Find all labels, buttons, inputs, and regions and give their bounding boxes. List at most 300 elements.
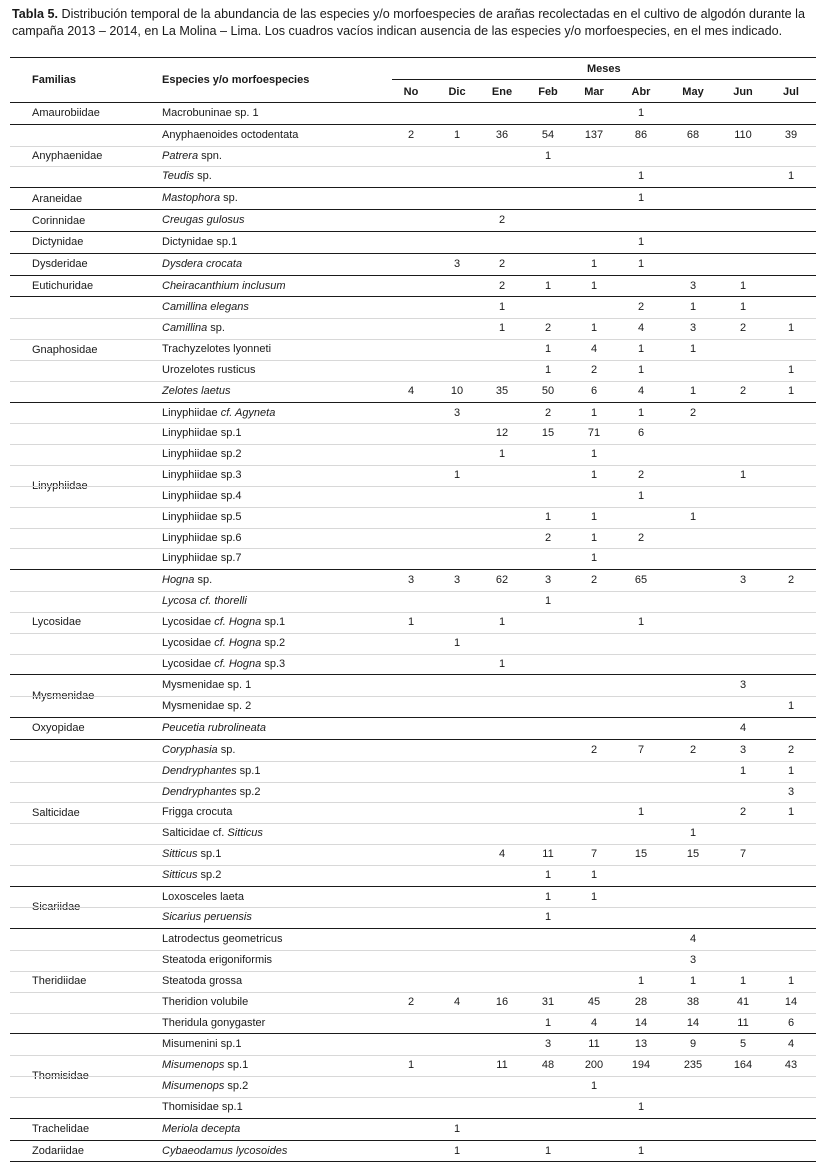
- abundance-cell: 7: [590, 847, 598, 860]
- abundance-cell: 2: [544, 406, 552, 419]
- table-row: [10, 146, 816, 167]
- species-name-part: sp.2: [224, 1080, 249, 1093]
- abundance-cell: 1: [544, 149, 552, 162]
- species-name-part: Camillina: [162, 322, 208, 335]
- abundance-cell: 1: [407, 615, 415, 628]
- table-caption: [12, 6, 818, 39]
- species-name-part: sp.2: [236, 785, 261, 798]
- abundance-cell: 1: [590, 868, 598, 881]
- abundance-cell: 1: [544, 1144, 552, 1157]
- table-row: [10, 992, 816, 1013]
- abundance-cell: 4: [787, 1038, 795, 1051]
- species-name: [162, 403, 275, 424]
- table-row: [10, 1119, 816, 1140]
- abundance-cell: 1: [544, 890, 552, 903]
- table-row: [10, 740, 816, 761]
- abundance-cell: 2: [689, 406, 697, 419]
- table-row: [10, 929, 816, 950]
- abundance-cell: 1: [544, 363, 552, 376]
- table-row: [10, 1097, 816, 1118]
- family-group: [10, 254, 816, 276]
- abundance-cell: 1: [739, 469, 747, 482]
- species-name-part: Cybaeodamus lycosoides: [162, 1144, 288, 1157]
- table-row: [10, 887, 816, 908]
- species-name: [162, 675, 251, 696]
- abundance-cell: 1: [544, 911, 552, 924]
- species-name: [162, 232, 237, 253]
- abundance-cell: 39: [784, 128, 798, 141]
- abundance-cell: 1: [544, 1016, 552, 1029]
- meses-rule: [392, 79, 816, 80]
- table-row: [10, 761, 816, 782]
- species-name: [162, 1097, 243, 1118]
- abundance-cell: 11: [737, 1016, 749, 1029]
- abundance-cell: 4: [498, 847, 506, 860]
- abundance-cell: 4: [739, 722, 747, 735]
- abundance-cell: 2: [407, 995, 415, 1008]
- abundance-cell: 235: [683, 1059, 703, 1072]
- table-row: [10, 844, 816, 865]
- species-name-part: sp.: [220, 192, 238, 205]
- abundance-cell: 35: [495, 384, 509, 397]
- abundance-cell: 1: [689, 974, 697, 987]
- abundance-cell: 3: [689, 279, 697, 292]
- table-row: [10, 381, 816, 402]
- family-group: [10, 403, 816, 571]
- species-name-part: Cheiracanthium inclusum: [162, 279, 286, 292]
- abundance-cell: 6: [637, 427, 645, 440]
- abundance-cell: 1: [544, 868, 552, 881]
- abundance-cell: 1: [787, 700, 795, 713]
- abundance-cell: 2: [739, 384, 747, 397]
- species-name: [162, 1055, 248, 1076]
- species-name-part: Dysdera crocata: [162, 257, 243, 270]
- table-row: [10, 802, 816, 823]
- abundance-cell: 1: [407, 1059, 415, 1072]
- family-group: [10, 1119, 816, 1141]
- abundance-cell: 6: [590, 384, 598, 397]
- family-name: Thomisidae: [32, 1070, 89, 1083]
- month-header: Ene: [491, 86, 513, 98]
- abundance-cell: 3: [453, 406, 461, 419]
- species-name-part: Sitticus: [227, 827, 263, 840]
- species-name: [162, 1119, 240, 1140]
- species-name: [162, 465, 242, 486]
- abundance-cell: 1: [637, 1100, 645, 1113]
- header-familias: Familias: [32, 74, 77, 86]
- table-row: [10, 1013, 816, 1034]
- table-row: [10, 528, 816, 549]
- table-row: [10, 125, 816, 146]
- species-name-part: Anyphaenoides octodentata: [162, 128, 299, 141]
- species-name-part: sp.3: [261, 657, 286, 670]
- table-row: [10, 276, 816, 297]
- species-name: [162, 276, 286, 297]
- abundance-cell: 3: [739, 743, 747, 756]
- abundance-cell: 4: [453, 995, 461, 1008]
- species-name: [162, 761, 260, 782]
- month-header: No: [403, 86, 419, 98]
- abundance-cell: 110: [734, 128, 752, 141]
- abundance-cell: 1: [689, 343, 697, 356]
- family-name: Gnaphosidae: [32, 343, 98, 356]
- abundance-cell: 1: [637, 974, 645, 987]
- month-header: May: [682, 86, 704, 98]
- abundance-cell: 2: [407, 128, 415, 141]
- species-name: [162, 360, 256, 381]
- species-name: [162, 297, 249, 318]
- abundance-cell: 1: [590, 257, 598, 270]
- abundance-cell: 164: [733, 1059, 753, 1072]
- family-name: Corinnidae: [32, 214, 86, 227]
- species-name: [162, 718, 266, 739]
- species-name: [162, 887, 244, 908]
- table-row: [10, 782, 816, 803]
- caption-label: Tabla 5.: [12, 7, 58, 21]
- species-name-part: Linyphiidae sp.4: [162, 489, 242, 502]
- abundance-cell: 45: [587, 995, 601, 1008]
- species-name-part: Trachyzelotes lyonneti: [162, 343, 272, 356]
- abundance-cell: 1: [637, 257, 645, 270]
- species-name-part: sp.2: [261, 636, 286, 649]
- abundance-cell: 2: [787, 574, 795, 587]
- family-name: Eutichuridae: [32, 280, 94, 293]
- table-row: [10, 675, 816, 696]
- family-group: [10, 1034, 816, 1118]
- table-row: [10, 1034, 816, 1055]
- species-name-part: Theridion volubile: [162, 995, 249, 1008]
- species-name: [162, 486, 242, 507]
- abundance-cell: 1: [590, 510, 598, 523]
- abundance-cell: 2: [637, 469, 645, 482]
- abundance-cell: 1: [787, 806, 795, 819]
- abundance-cell: 3: [544, 1038, 552, 1051]
- abundance-cell: 11: [542, 847, 554, 860]
- family-group: [10, 103, 816, 125]
- month-header: Dic: [448, 86, 466, 98]
- species-name-part: Linyphiidae sp.1: [162, 427, 242, 440]
- species-name-part: Salticidae cf.: [162, 827, 228, 840]
- abundance-cell: 11: [496, 1059, 508, 1072]
- abundance-cell: 1: [689, 510, 697, 523]
- species-name: [162, 1141, 287, 1162]
- table-row: [10, 188, 816, 209]
- abundance-cell: 14: [686, 1016, 700, 1029]
- table-row: [10, 403, 816, 424]
- species-name-part: Linyphiidae sp.7: [162, 552, 242, 565]
- species-name: [162, 1076, 248, 1097]
- table-row: [10, 465, 816, 486]
- family-name: Araneidae: [32, 192, 83, 205]
- abundance-cell: 3: [739, 679, 747, 692]
- table-row: [10, 318, 816, 339]
- species-name-part: Frigga crocuta: [162, 806, 233, 819]
- table-row: [10, 444, 816, 465]
- abundance-cell: 16: [495, 995, 509, 1008]
- species-name-part: cf. Agyneta: [220, 406, 276, 419]
- family-group: [10, 718, 816, 740]
- species-name-part: Mysmenidae sp. 1: [162, 679, 252, 692]
- species-name: [162, 654, 285, 675]
- table-row: [10, 718, 816, 739]
- species-name-part: Theridula gonygaster: [162, 1016, 266, 1029]
- species-name-part: Camillina elegans: [162, 301, 249, 314]
- species-name-part: Lycosidae: [162, 636, 215, 649]
- abundance-cell: 7: [637, 743, 645, 756]
- species-name-part: sp.: [207, 322, 225, 335]
- family-group: [10, 570, 816, 675]
- abundance-cell: 2: [739, 806, 747, 819]
- table-row: [10, 1076, 816, 1097]
- species-name-part: sp.1: [261, 615, 286, 628]
- month-header: Jul: [783, 86, 799, 98]
- species-name-part: Linyphiidae sp.6: [162, 531, 242, 544]
- species-name: [162, 339, 271, 360]
- abundance-cell: 1: [787, 363, 795, 376]
- family-name: Dysderidae: [32, 258, 88, 271]
- abundance-cell: 1: [739, 279, 747, 292]
- abundance-cell: 1: [498, 322, 506, 335]
- table-row: [10, 633, 816, 654]
- species-name-part: Zelotes laetus: [162, 384, 231, 397]
- species-name: [162, 1034, 241, 1055]
- species-name-part: Sitticus: [162, 847, 198, 860]
- species-name-part: Dendryphantes: [162, 785, 237, 798]
- abundance-cell: 1: [544, 343, 552, 356]
- table-row: [10, 297, 816, 318]
- abundance-cell: 11: [588, 1038, 600, 1051]
- species-name: [162, 318, 225, 339]
- abundance-cell: 1: [637, 235, 645, 248]
- abundance-cell: 1: [590, 322, 598, 335]
- abundance-cell: 1: [453, 1144, 461, 1157]
- species-name-part: Mastophora: [162, 192, 221, 205]
- species-name-part: Sitticus: [162, 868, 198, 881]
- species-name-part: Peucetia rubrolineata: [162, 722, 266, 735]
- abundance-cell: 2: [590, 574, 598, 587]
- header-especies: Especies y/o morfoespecies: [162, 74, 310, 86]
- abundance-cell: 194: [631, 1059, 651, 1072]
- species-name: [162, 381, 230, 402]
- family-group: [10, 929, 816, 1034]
- abundance-cell: 1: [637, 170, 645, 183]
- abundance-cell: 3: [544, 574, 552, 587]
- abundance-cell: 2: [689, 743, 697, 756]
- abundance-cell: 1: [453, 636, 461, 649]
- species-name: [162, 591, 247, 612]
- family-name: Oxyopidae: [32, 722, 85, 735]
- abundance-cell: 4: [637, 384, 645, 397]
- abundance-cell: 12: [495, 427, 509, 440]
- species-name-part: Misumenops: [162, 1059, 225, 1072]
- abundance-cell: 65: [634, 574, 648, 587]
- species-name-part: Coryphasia: [162, 743, 218, 756]
- caption-text: Distribución temporal de la abundancia de las especies y/o morfoespecies de arañas recolectadas en el cultivo de algodón durante la campaña 2013 – 2014, en La Molina – Lima. Los cuadros vacíos indican ausencia de las especies y/o morfoespecies, en el mes indicado.: [12, 7, 805, 38]
- abundance-cell: 1: [637, 107, 645, 119]
- species-name: [162, 907, 252, 928]
- table-row: [10, 103, 816, 124]
- species-name-part: Latrodectus geometricus: [162, 933, 283, 946]
- abundance-cell: 1: [787, 322, 795, 335]
- table-row: [10, 570, 816, 591]
- abundance-cell: 2: [544, 531, 552, 544]
- abundance-cell: 3: [739, 574, 747, 587]
- top-rule: [10, 57, 816, 58]
- species-name-part: Steatoda erigoniformis: [162, 954, 273, 967]
- abundance-cell: 2: [498, 279, 506, 292]
- abundance-cell: 71: [587, 427, 601, 440]
- species-name: [162, 146, 222, 167]
- species-name-part: sp.1: [224, 1059, 249, 1072]
- family-group: [10, 276, 816, 298]
- abundance-cell: 1: [637, 806, 645, 819]
- species-name-part: cf. Hogna: [214, 636, 262, 649]
- abundance-cell: 2: [590, 363, 598, 376]
- table-body: [10, 103, 816, 1162]
- abundance-cell: 2: [739, 322, 747, 335]
- abundance-cell: 1: [739, 301, 747, 314]
- species-name: [162, 423, 242, 444]
- species-name-part: sp.1: [236, 764, 261, 777]
- table-row: [10, 166, 816, 187]
- table-row: [10, 1055, 816, 1076]
- species-name-part: cf. Hogna: [214, 615, 262, 628]
- species-name: [162, 844, 221, 865]
- species-name-part: Hogna: [162, 574, 195, 587]
- abundance-cell: 1: [787, 764, 795, 777]
- species-name: [162, 696, 251, 717]
- abundance-cell: 1: [544, 595, 552, 608]
- abundance-cell: 137: [584, 128, 604, 141]
- abundance-cell: 1: [498, 615, 506, 628]
- table-row: [10, 950, 816, 971]
- abundance-cell: 38: [686, 995, 700, 1008]
- abundance-cell: 1: [689, 301, 697, 314]
- abundance-cell: 1: [590, 469, 598, 482]
- abundance-cell: 2: [590, 743, 598, 756]
- abundance-cell: 1: [689, 827, 697, 840]
- abundance-cell: 28: [634, 995, 648, 1008]
- species-name: [162, 548, 242, 569]
- species-name: [162, 782, 260, 803]
- family-name: Lycosidae: [32, 616, 82, 629]
- species-name: [162, 633, 285, 654]
- species-name-part: Macrobuninae sp. 1: [162, 107, 259, 119]
- month-header: Jun: [733, 86, 753, 98]
- species-name-part: Loxosceles laeta: [162, 890, 244, 903]
- family-group: [10, 887, 816, 930]
- abundance-cell: 1: [637, 192, 645, 205]
- family-group: [10, 188, 816, 210]
- family-group: [10, 675, 816, 718]
- table-row: [10, 254, 816, 275]
- species-name: [162, 166, 212, 187]
- species-name-part: Steatoda grossa: [162, 974, 243, 987]
- abundance-cell: 1: [453, 469, 461, 482]
- family-group: [10, 210, 816, 232]
- abundance-cell: 1: [544, 279, 552, 292]
- species-name-part: Misumenini sp.1: [162, 1038, 242, 1051]
- family-name: Sicariidae: [32, 901, 81, 914]
- species-name-part: Linyphiidae sp.5: [162, 510, 242, 523]
- species-name: [162, 612, 285, 633]
- abundance-cell: 4: [407, 384, 415, 397]
- species-name-part: Lycosa cf. thorelli: [162, 595, 247, 608]
- species-name-part: sp.1: [197, 847, 222, 860]
- species-name: [162, 1013, 265, 1034]
- table-row: [10, 654, 816, 675]
- abundance-cell: 4: [590, 1016, 598, 1029]
- species-name-part: sp.: [217, 743, 236, 756]
- abundance-cell: 1: [498, 448, 506, 461]
- species-name: [162, 929, 282, 950]
- species-name: [162, 103, 259, 124]
- table-row: [10, 232, 816, 253]
- species-name: [162, 992, 248, 1013]
- species-name-part: Sicarius peruensis: [162, 911, 252, 924]
- abundance-cell: 2: [787, 743, 795, 756]
- abundance-cell: 2: [637, 531, 645, 544]
- abundance-cell: 1: [637, 343, 645, 356]
- abundance-cell: 1: [590, 552, 598, 565]
- species-name-part: Urozelotes rusticus: [162, 363, 256, 376]
- family-name: Linyphiidae: [32, 479, 88, 492]
- species-name-part: sp.: [194, 170, 212, 183]
- table-row: [10, 591, 816, 612]
- species-name: [162, 254, 242, 275]
- abundance-cell: 6: [787, 1016, 795, 1029]
- abundance-cell: 48: [541, 1059, 555, 1072]
- abundance-cell: 15: [686, 847, 700, 860]
- table-row: [10, 423, 816, 444]
- abundance-cell: 1: [787, 384, 795, 397]
- table-row: [10, 339, 816, 360]
- abundance-cell: 1: [590, 1080, 598, 1093]
- abundance-cell: 1: [637, 489, 645, 502]
- family-name: Salticidae: [32, 806, 80, 819]
- abundance-cell: 62: [495, 574, 509, 587]
- family-name: Mysmenidae: [32, 690, 95, 703]
- abundance-cell: 1: [787, 170, 795, 183]
- species-name: [162, 823, 263, 844]
- abundance-cell: 31: [541, 995, 555, 1008]
- family-name: Theridiidae: [32, 975, 87, 988]
- species-name-part: Lycosidae: [162, 615, 215, 628]
- species-name: [162, 971, 242, 992]
- abundance-cell: 3: [689, 322, 697, 335]
- month-header: Abr: [631, 86, 651, 98]
- abundance-cell: 1: [498, 657, 506, 670]
- species-name-part: Creugas gulosus: [162, 214, 245, 227]
- table-row: [10, 907, 816, 928]
- abundance-cell: 1: [637, 363, 645, 376]
- abundance-cell: 9: [689, 1038, 697, 1051]
- abundance-cell: 14: [784, 995, 798, 1008]
- species-name-part: Meriola decepta: [162, 1122, 241, 1135]
- table-row: [10, 865, 816, 886]
- abundance-cell: 1: [590, 406, 598, 419]
- abundance-cell: 1: [637, 615, 645, 628]
- abundance-cell: 1: [453, 1122, 461, 1135]
- abundance-cell: 1: [498, 301, 506, 314]
- family-name: Amaurobiidae: [32, 107, 100, 120]
- abundance-cell: 1: [787, 974, 795, 987]
- family-name: Zodariidae: [32, 1144, 84, 1157]
- species-name-part: Mysmenidae sp. 2: [162, 700, 252, 713]
- species-name-part: cf. Hogna: [214, 657, 262, 670]
- abundance-cell: 1: [739, 974, 747, 987]
- species-name: [162, 507, 242, 528]
